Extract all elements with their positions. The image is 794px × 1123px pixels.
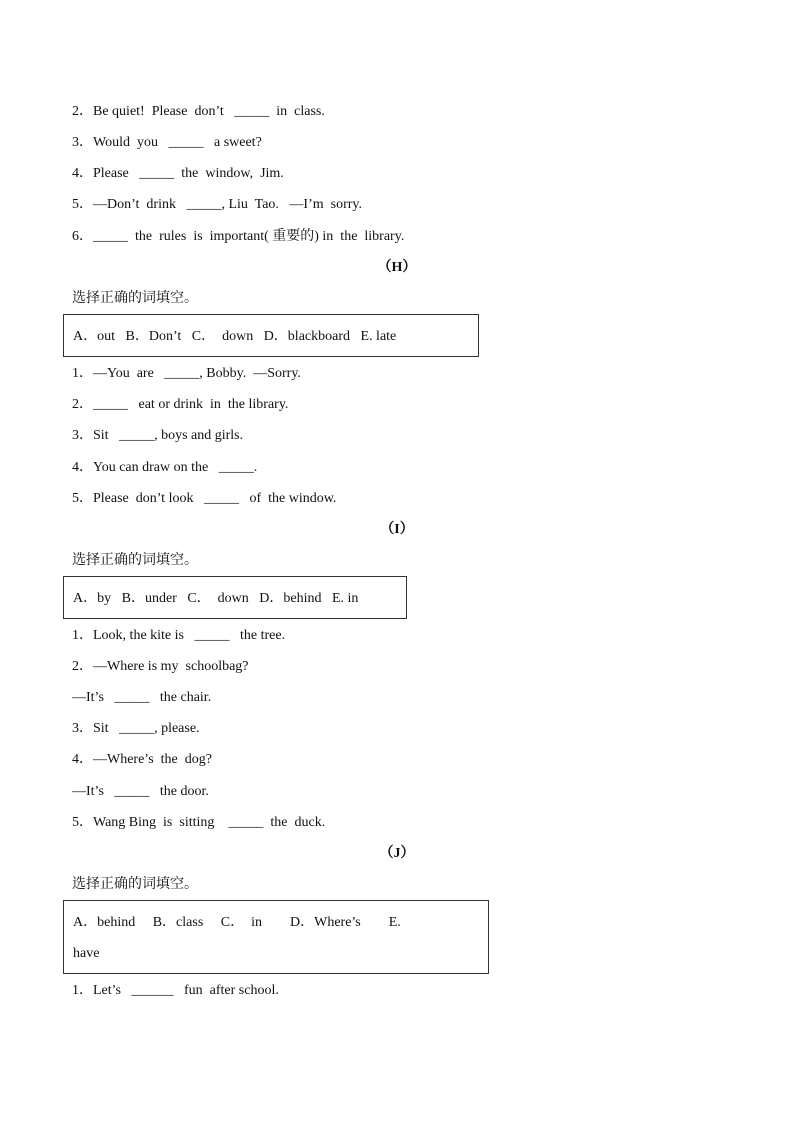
section-j-heading: （J） xyxy=(379,846,415,861)
question-j-1: 1．Let’s ______ fun after school. xyxy=(72,983,279,998)
question-g-2: 2．Be quiet! Please don’t _____ in class. xyxy=(72,104,325,119)
question-i-1: 1．Look, the kite is _____ the tree. xyxy=(72,628,286,643)
question-g-3: 3．Would you _____ a sweet? xyxy=(72,135,262,150)
question-h-2: 2．_____ eat or drink in the library. xyxy=(72,397,289,412)
question-i-4: 4．—Where’s the dog? xyxy=(72,752,212,767)
section-h-heading: （H） xyxy=(377,260,417,275)
section-h-word-box xyxy=(63,314,479,357)
question-h-1: 1．—You are _____, Bobby. —Sorry. xyxy=(72,366,301,381)
question-h-5: 5．Please don’t look _____ of the window. xyxy=(72,491,337,506)
section-i-options: A．by B．under C． down D．behind E. in xyxy=(73,591,359,606)
section-j-options-line-1: A．behind B．class C． in D．Where’s E. xyxy=(73,915,401,930)
section-i-instruction: 选择正确的词填空。 xyxy=(72,553,198,568)
section-i-word-box xyxy=(63,576,407,619)
question-g-4: 4．Please _____ the window, Jim. xyxy=(72,166,284,181)
section-j-word-box xyxy=(63,900,489,974)
section-h-instruction: 选择正确的词填空。 xyxy=(72,291,198,306)
section-j-instruction: 选择正确的词填空。 xyxy=(72,877,198,892)
question-g-6: 6．_____ the rules is important( 重要的) in the library. xyxy=(72,229,405,244)
question-h-4: 4．You can draw on the _____. xyxy=(72,460,258,475)
question-h-3: 3．Sit _____, boys and girls. xyxy=(72,428,244,443)
question-i-4-answer: —It’s _____ the door. xyxy=(72,784,209,799)
question-i-2: 2．—Where is my schoolbag? xyxy=(72,659,249,674)
section-h-options: A．out B．Don’t C． down D．blackboard E. late xyxy=(73,329,397,344)
question-i-2-answer: —It’s _____ the chair. xyxy=(72,690,212,705)
question-i-3: 3．Sit _____, please. xyxy=(72,721,200,736)
question-g-5: 5．—Don’t drink _____, Liu Tao. —I’m sorry. xyxy=(72,197,363,212)
question-i-5: 5．Wang Bing is sitting _____ the duck. xyxy=(72,815,326,830)
section-j-options-line-2: have xyxy=(73,946,100,961)
section-i-heading: （I） xyxy=(380,522,414,537)
